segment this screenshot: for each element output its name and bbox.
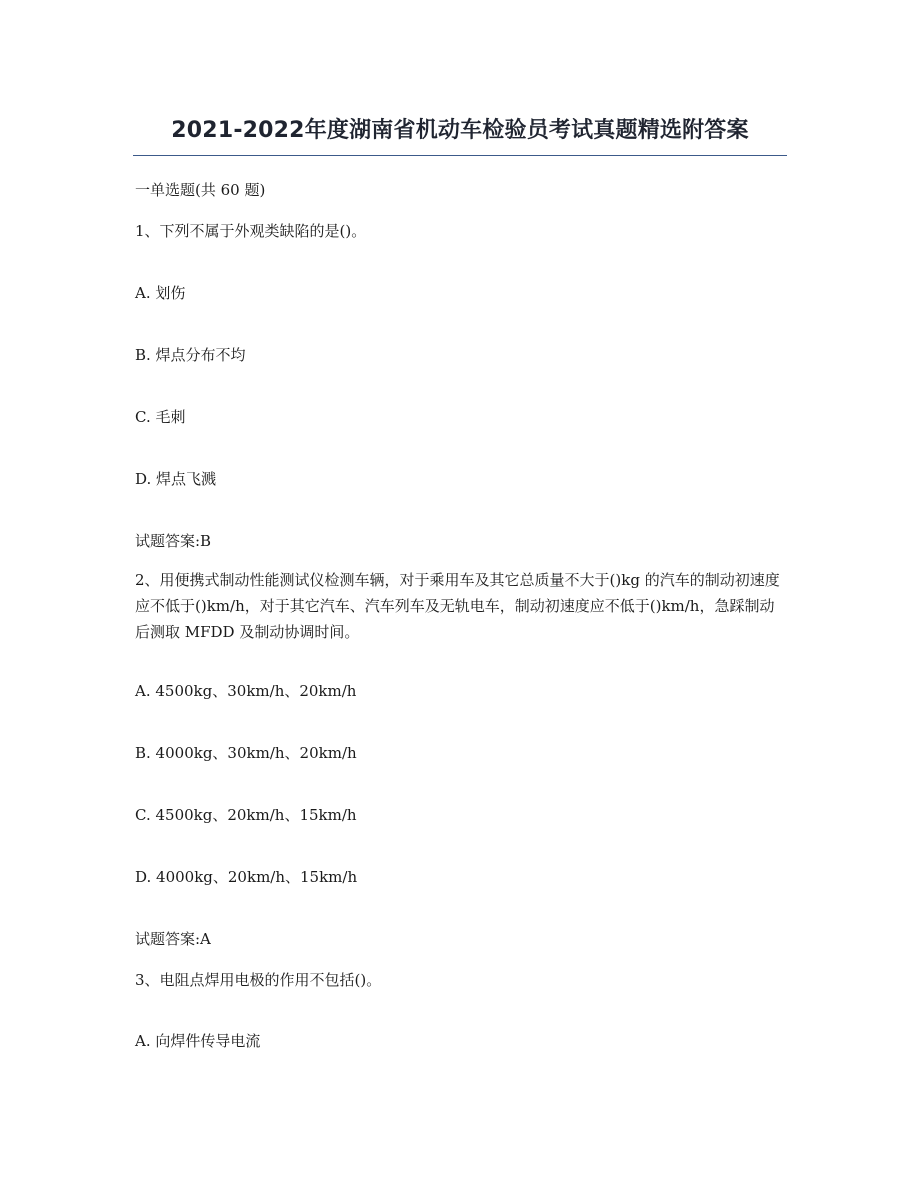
question-2-stem: 2、用便携式制动性能测试仪检测车辆，对于乘用车及其它总质量不大于()kg 的汽车的制动初速度应不低于()km/h，对于其它汽车、汽车列车及无轨电车，制动初速度应不低于()km/h，急踩制动后测取 MFDD 及制动协调时间。 bbox=[135, 571, 780, 641]
section-heading: 一单选题(共 60 题) bbox=[135, 181, 266, 199]
title-divider bbox=[133, 155, 787, 156]
question-1-option-a: A. 划伤 bbox=[135, 284, 186, 302]
question-2-option-a: A. 4500kg、30km/h、20km/h bbox=[135, 682, 357, 700]
question-2-option-b: B. 4000kg、30km/h、20km/h bbox=[135, 744, 357, 762]
question-1-stem: 1、下列不属于外观类缺陷的是()。 bbox=[135, 222, 367, 240]
document-title: 2021-2022年度湖南省机动车检验员考试真题精选附答案 bbox=[171, 118, 749, 143]
question-1-option-d: D. 焊点飞溅 bbox=[135, 470, 217, 488]
question-2-option-d: D. 4000kg、20km/h、15km/h bbox=[135, 868, 358, 886]
question-1-option-b: B. 焊点分布不均 bbox=[135, 346, 246, 364]
question-3-option-a: A. 向焊件传导电流 bbox=[135, 1032, 261, 1050]
question-1-option-c: C. 毛刺 bbox=[135, 408, 186, 426]
question-2-option-c: C. 4500kg、20km/h、15km/h bbox=[135, 806, 357, 824]
question-2-answer: 试题答案:A bbox=[135, 930, 211, 948]
question-1-answer: 试题答案:B bbox=[135, 532, 212, 550]
question-3-stem: 3、电阻点焊用电极的作用不包括()。 bbox=[135, 971, 382, 989]
